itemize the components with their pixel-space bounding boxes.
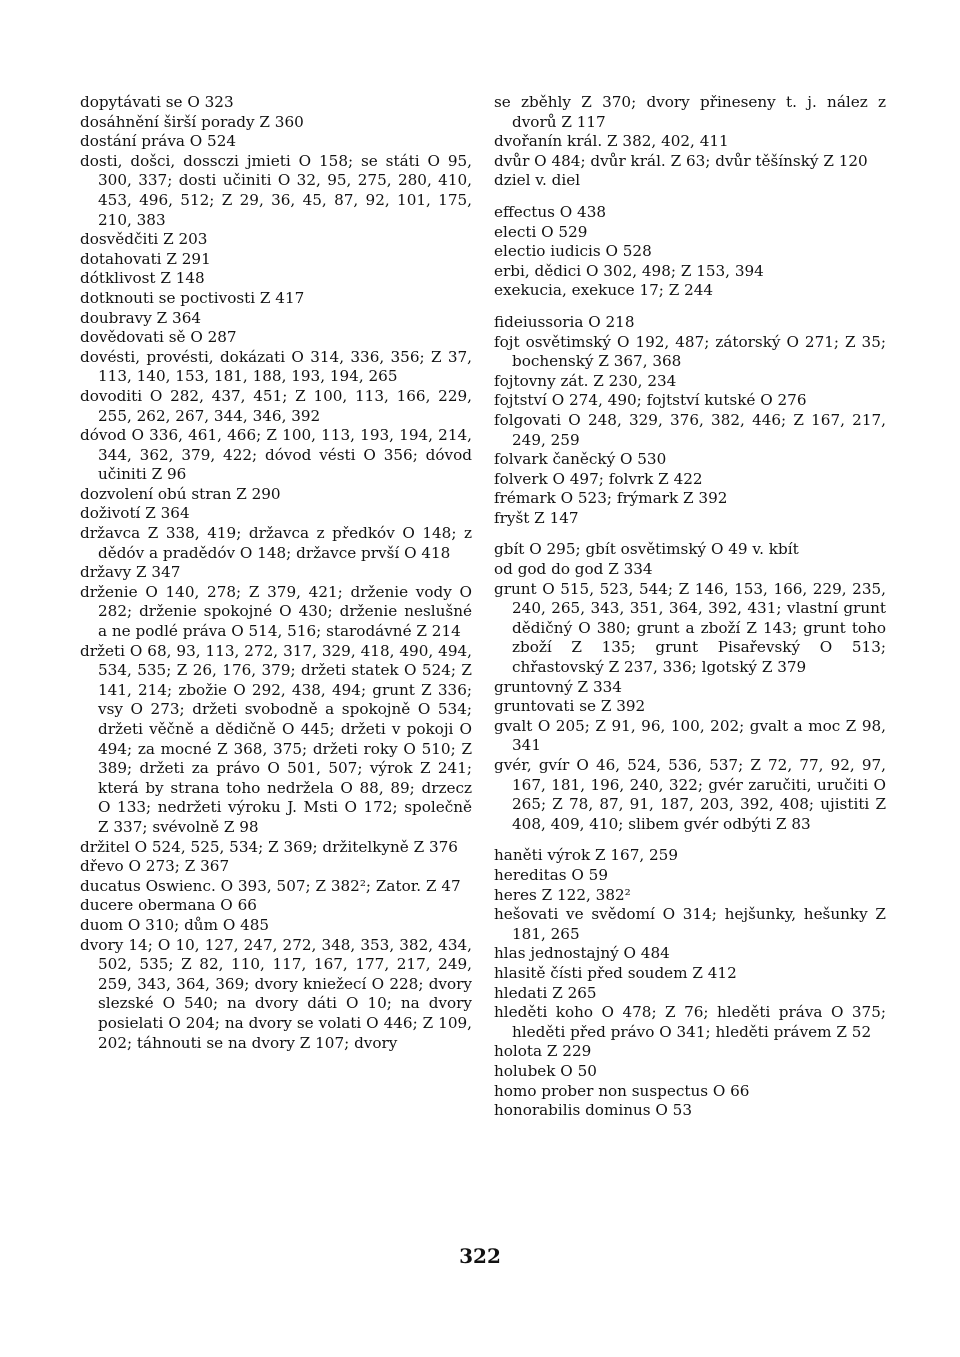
index-entry: hlas jednostajný O 484 bbox=[494, 944, 670, 963]
index-entry: erbi, dědici O 302, 498; Z 153, 394 bbox=[494, 261, 764, 280]
index-entry: frémark O 523; frýmark Z 392 bbox=[494, 489, 728, 508]
index-entry: dvořanín král. Z 382, 402, 411 bbox=[494, 132, 729, 151]
index-entry: holubek O 50 bbox=[494, 1061, 597, 1080]
index-entry: dvory 14; O 10, 127, 247, 272, 348, 353, 382, 434, 502, 535; Z 82, 110, 117, 167, 177, 217, 249, 259, 343, 364, 369; dvory kniežecí O 228; dvory slezské O 540; na dvory dáti O 10; na dvory posielati O 204; na dvory se volati O 446; Z 109, 202; táhnouti se na dvory Z 107; dvory bbox=[80, 935, 472, 1052]
index-entry: gvér, gvír O 46, 524, 536, 537; Z 72, 77, 92, 97, 167, 181, 196, 240, 322; gvér zaručiti, uručiti O 265; Z 78, 87, 91, 187, 203, 392, 408; ujistiti Z 408, 409, 410; slibem gvér odbýti Z 83 bbox=[494, 756, 886, 833]
index-entry: gruntovati se Z 392 bbox=[494, 697, 646, 716]
index-entry: effectus O 438 bbox=[494, 202, 607, 221]
page-number: 322 bbox=[459, 1244, 501, 1268]
index-entry: doubravy Z 364 bbox=[80, 308, 202, 327]
index-entry: dotknouti se poctivosti Z 417 bbox=[80, 288, 305, 307]
index-entry: gruntovný Z 334 bbox=[494, 677, 622, 696]
index-entry: dozvolení obú stran Z 290 bbox=[80, 484, 281, 503]
index-entry: folgovati O 248, 329, 376, 382, 446; Z 167, 217, 249, 259 bbox=[494, 410, 886, 449]
index-entry: fojtovny zát. Z 230, 234 bbox=[494, 371, 677, 390]
index-entry: državy Z 347 bbox=[80, 563, 181, 582]
index-entry: exekucia, exekuce 17; Z 244 bbox=[494, 281, 714, 300]
index-entry: gbít O 295; gbít osvětimský O 49 v. kbít bbox=[494, 540, 799, 559]
index-entry: dřevo O 273; Z 367 bbox=[80, 857, 230, 876]
index-entry: dovoditi O 282, 437, 451; Z 100, 113, 166, 229, 255, 262, 267, 344, 346, 392 bbox=[80, 386, 472, 425]
index-entry: doživotí Z 364 bbox=[80, 504, 190, 523]
index-entry: dovésti, provésti, dokázati O 314, 336, 356; Z 37, 113, 140, 153, 181, 188, 193, 194, 265 bbox=[80, 347, 472, 386]
index-entry: dosti, došci, dossczi jmieti O 158; se státi O 95, 300, 337; dosti učiniti O 32, 95, 275, 280, 410, 453, 496, 512; Z 29, 36, 45, 87, 92, 101, 175, 210, 383 bbox=[80, 151, 472, 229]
index-entry: dziel v. diel bbox=[494, 171, 581, 190]
index-entry: dovědovati sě O 287 bbox=[80, 328, 237, 347]
index-entry: folvark čaněcký O 530 bbox=[494, 450, 667, 469]
right-column bbox=[494, 93, 886, 1121]
letter-group-gap bbox=[494, 834, 886, 846]
index-entry: heres Z 122, 382² bbox=[494, 885, 631, 904]
index-entry: se zběhly Z 370; dvory přineseny t. j. nález z dvorů Z 117 bbox=[494, 93, 886, 131]
index-entry: folverk O 497; folvrk Z 422 bbox=[494, 469, 703, 488]
index-entry: dvůr O 484; dvůr král. Z 63; dvůr těšínský Z 120 bbox=[494, 151, 868, 170]
index-entry: hlasitě čísti před soudem Z 412 bbox=[494, 963, 737, 982]
index-entry: dosvědčiti Z 203 bbox=[80, 230, 208, 249]
index-entry: dotahovati Z 291 bbox=[80, 249, 211, 268]
letter-group-gap bbox=[494, 191, 886, 203]
index-entry: fojt osvětimský O 192, 487; zátorský O 271; Z 35; bochenský Z 367, 368 bbox=[494, 332, 886, 371]
index-entry: dosáhnění širší porady Z 360 bbox=[80, 112, 304, 131]
letter-group-gap bbox=[494, 528, 886, 540]
index-entry: grunt O 515, 523, 544; Z 146, 153, 166, 229, 235, 240, 265, 343, 351, 364, 392, 431; vlastní grunt dědičný O 380; grunt a zboží Z 143; grunt toho zboží Z 135; grunt Pisařevský O 513; chřastovský Z 237, 336; lgotský Z 379 bbox=[494, 579, 886, 677]
index-entry: fryšt Z 147 bbox=[494, 508, 579, 527]
index-entry: od god do god Z 334 bbox=[494, 560, 653, 579]
index-entry: dótklivost Z 148 bbox=[80, 269, 205, 288]
index-entry: hleděti koho O 478; Z 76; hleděti práva O 375; hleděti před právo O 341; hleděti právem Z 52 bbox=[494, 1003, 886, 1041]
index-entry: držeti O 68, 93, 113, 272, 317, 329, 418, 490, 494, 534, 535; Z 26, 176, 379; držeti statek O 524; Z 141, 214; zbožie O 292, 438, 494; grunt Z 336; vsy O 273; držeti svobodně a spokojně O 534; držeti věčně a dědičně O 445; držeti v pokoji O 494; za mocné Z 368, 375; držeti roky O 510; Z 389; držeti za právo O 501, 507; výrok Z 241; která by strana toho nedržela O 88, 89; drzecz O 133; nedržeti výroku J. Msti O 172; společně Z 337; svévolně Z 98 bbox=[80, 641, 472, 836]
index-entry: electio iudicis O 528 bbox=[494, 242, 652, 261]
index-entry: dostání práva O 524 bbox=[80, 132, 237, 151]
index-entry: duom O 310; dům O 485 bbox=[80, 915, 270, 934]
index-entry: holota Z 229 bbox=[494, 1042, 592, 1061]
index-entry: electi O 529 bbox=[494, 222, 588, 241]
index-entry: dopytávati se O 323 bbox=[80, 93, 234, 111]
left-column bbox=[80, 93, 472, 1053]
index-entry: ducatus Oswienc. O 393, 507; Z 382²; Zator. Z 47 bbox=[80, 876, 461, 895]
index-entry: hledati Z 265 bbox=[494, 983, 597, 1002]
index-entry: dóvod O 336, 461, 466; Z 100, 113, 193, 194, 214, 344, 362, 379, 422; dóvod vésti O 356; dóvod učiniti Z 96 bbox=[80, 426, 472, 484]
index-entry: držitel O 524, 525, 534; Z 369; držitelkyně Z 376 bbox=[80, 837, 458, 856]
index-entry: homo prober non suspectus O 66 bbox=[494, 1081, 750, 1100]
index-entry: fojtství O 274, 490; fojtství kutské O 276 bbox=[494, 391, 807, 410]
letter-group-gap bbox=[494, 301, 886, 313]
index-entry: gvalt O 205; Z 91, 96, 100, 202; gvalt a moc Z 98, 341 bbox=[494, 716, 886, 755]
index-entry: drženie O 140, 278; Z 379, 421; drženie vody O 282; drženie spokojné O 430; drženie neslušné a ne podlé práva O 514, 516; starodávné Z 214 bbox=[80, 582, 472, 641]
index-entry: haněti výrok Z 167, 259 bbox=[494, 846, 679, 865]
index-entry: ducere obermana O 66 bbox=[80, 896, 257, 915]
index-entry: državca Z 338, 419; državca z předkóv O 148; z dědóv a pradědóv O 148; državce prvší O 418 bbox=[80, 524, 472, 562]
index-entry: fideiussoria O 218 bbox=[494, 312, 635, 331]
index-entry: hereditas O 59 bbox=[494, 865, 608, 884]
index-entry: hešovati ve svědomí O 314; hejšunky, hešunky Z 181, 265 bbox=[494, 905, 886, 943]
index-entry: honorabilis dominus O 53 bbox=[494, 1101, 692, 1120]
